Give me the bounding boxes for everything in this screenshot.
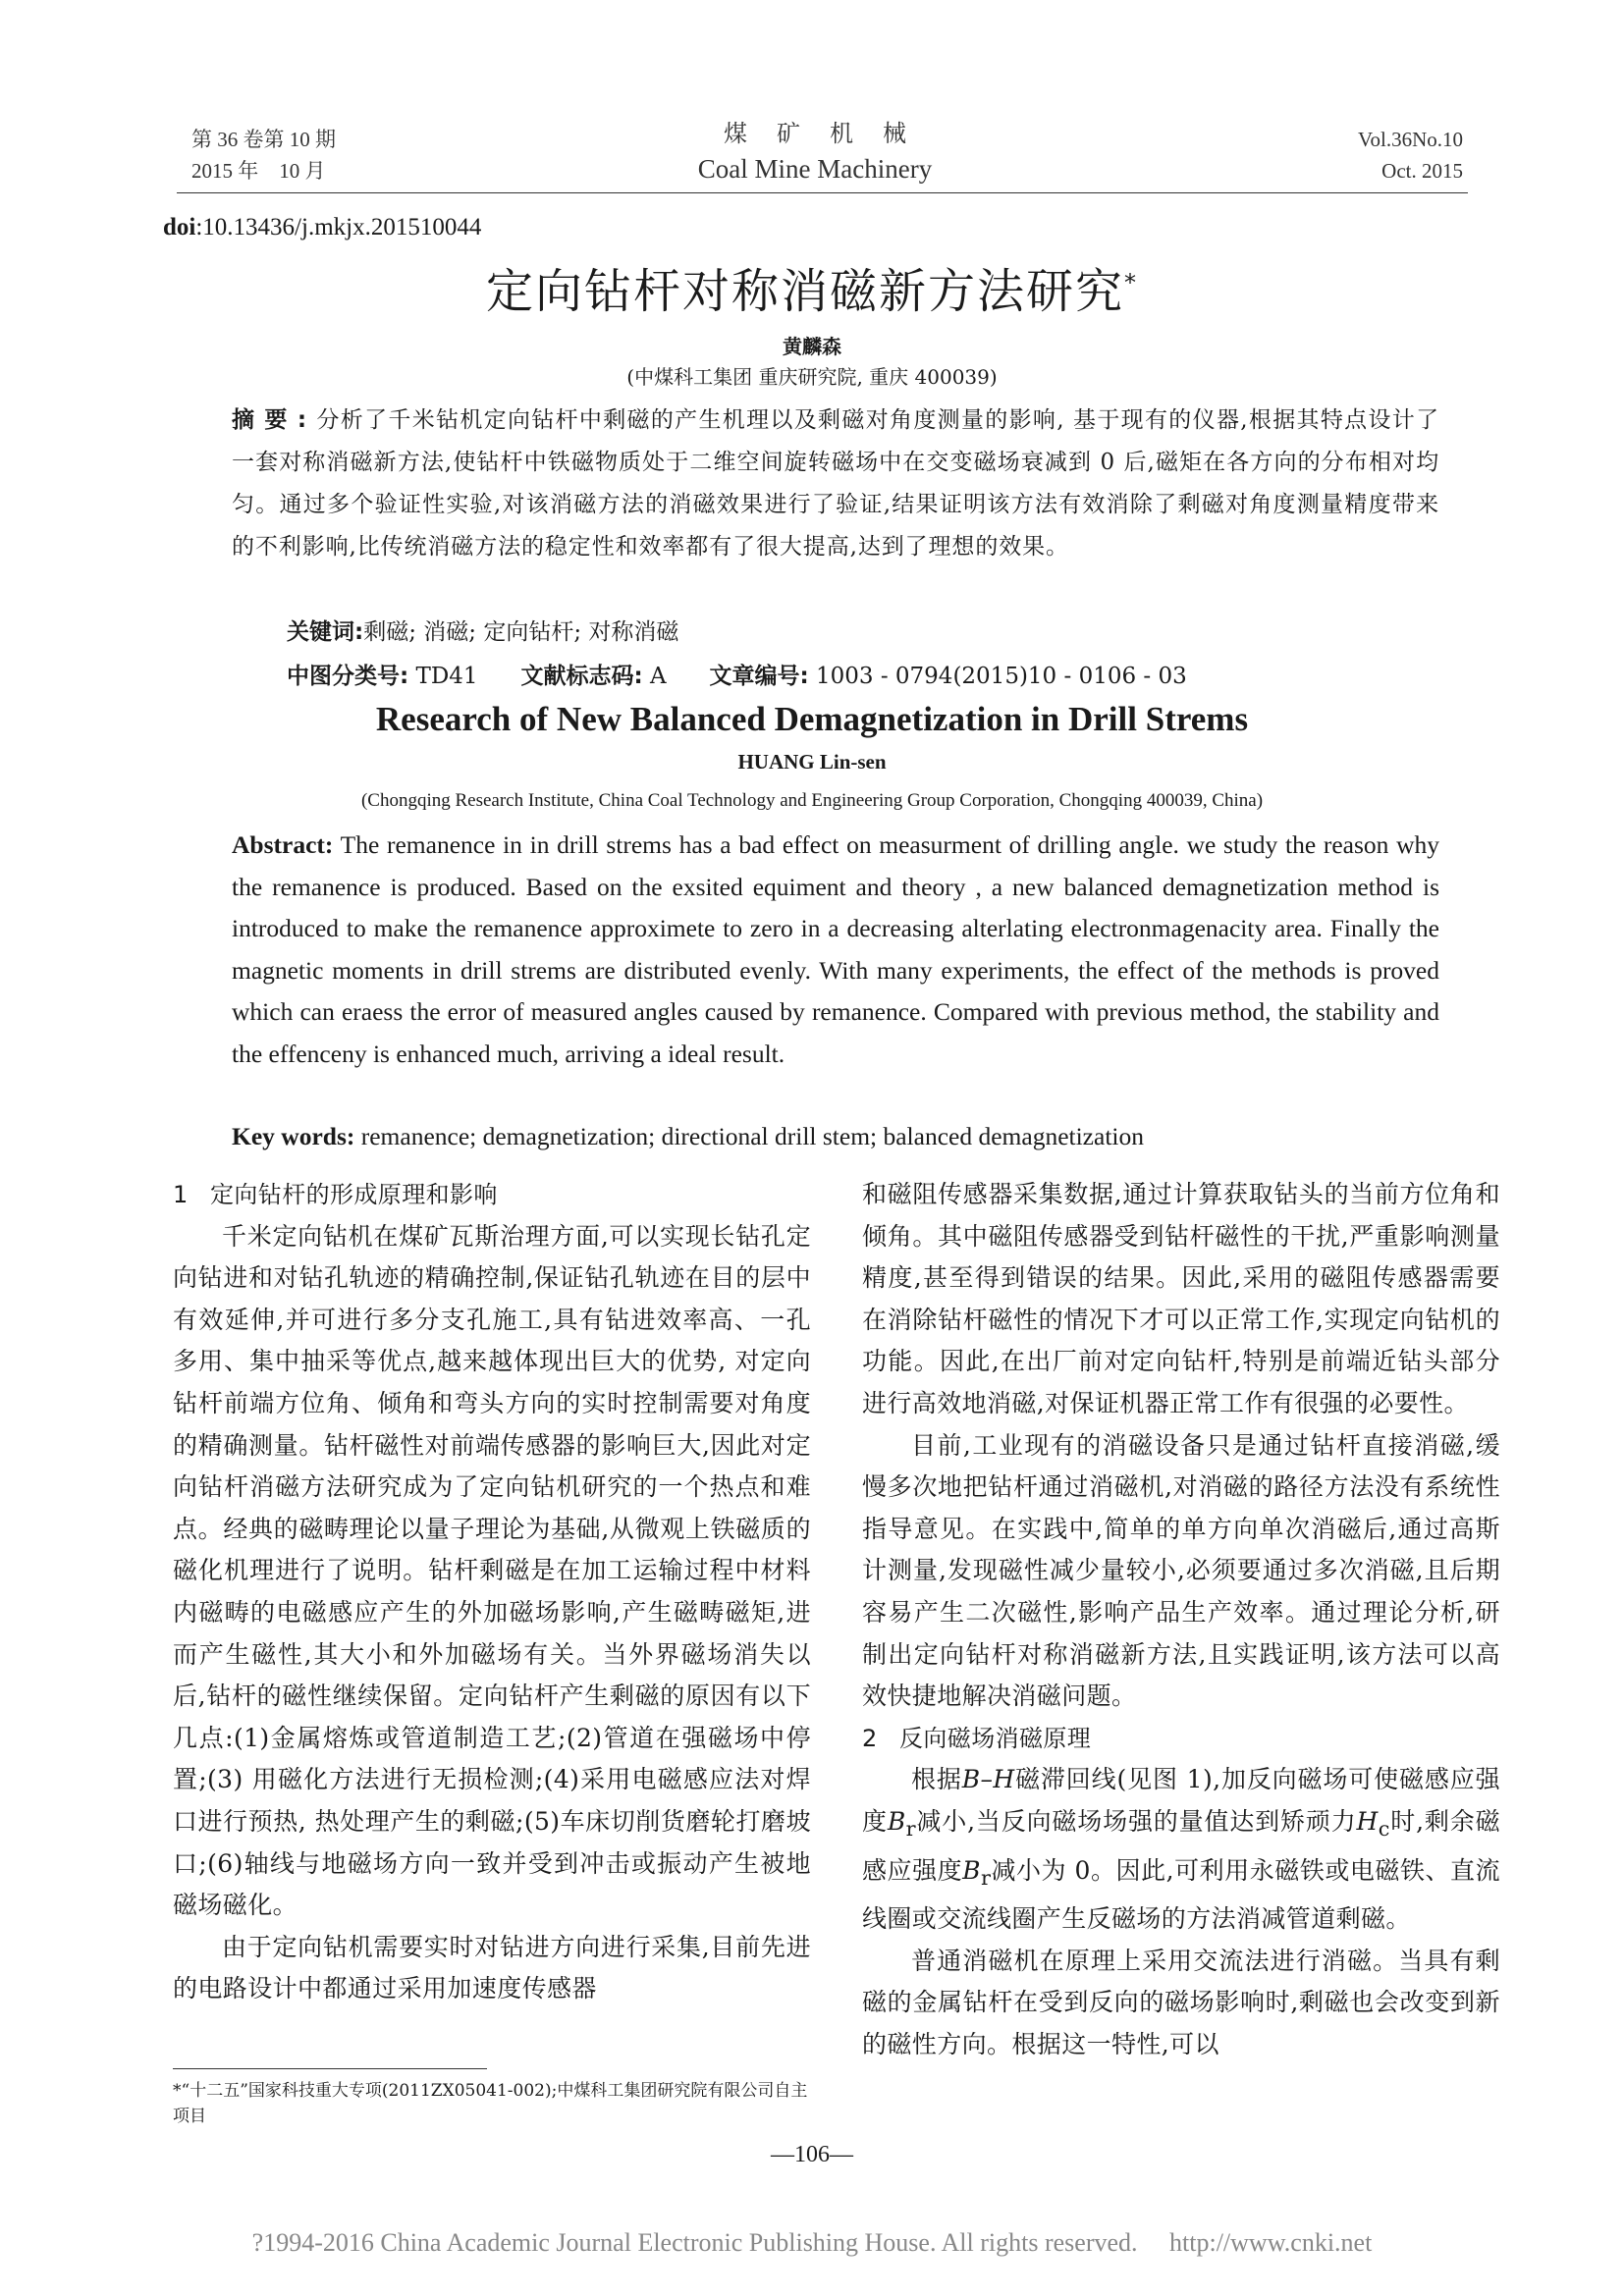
paper-title-cn <box>0 253 1624 321</box>
section-2-title: 反向磁场消磁原理 <box>899 1724 1092 1752</box>
header-rule <box>177 192 1468 193</box>
keywords-en <box>232 1122 1144 1151</box>
affiliation-cn: (中煤科工集团 重庆研究院, 重庆 400039) <box>626 365 998 389</box>
clc-value: TD41 <box>415 664 478 689</box>
text-run: 减小为 0。因此,可利用永磁铁或电磁铁、直流线圈或交流线圈产生反磁场的方法消减管道剩磁。 <box>862 1855 1500 1934</box>
classification-cn <box>287 658 1187 690</box>
article-number-label: 文章编号: <box>709 664 809 689</box>
text-run: 减小,当反向磁场场强的量值达到矫顽力 <box>915 1806 1357 1836</box>
abstract-en <box>232 825 1439 1075</box>
keywords-cn <box>287 614 678 646</box>
br-symbol-2: B <box>962 1855 981 1885</box>
doi-value: :10.13436/j.mkjx.201510044 <box>195 214 482 240</box>
section-1-paragraph-1: 千米定向钻机在煤矿瓦斯治理方面,可以实现长钻孔定向钻进和对钻孔轨迹的精确控制,保证钻孔轨迹在目的层中有效延伸,并可进行多分支孔施工,具有钻进效率高、一孔多用、集中抽采等优点,越来越体现出巨大的优势, 对定向钻杆前端方位角、倾角和弯头方向的实时控制需要对角度的精确测量。钻杆磁性对前端传感器的影响巨大,因此对定向钻杆消磁方法研究成为了定向钻机研究的一个热点和难点。经典的磁畴理论以量子理论为基础,从微观上铁磁质的磁化机理进行了说明。钻杆剩磁是在加工运输过程中材料内磁畴的电磁感应产生的外加磁场影响,产生磁畴磁矩,进而产生磁性,其大小和外加磁场有关。当外界磁场消失以后,钻杆的磁性继续保留。定向钻杆产生剩磁的原因有以下几点:(1)金属熔炼或管道制造工艺;(2)管道在强磁场中停置;(3) 用磁化方法进行无损检测;(4)采用电磁感应法对焊口进行预热, 热处理产生的剩磁;(5)车床切削货磨轮打磨坡口;(6)轴线与地磁场方向一致并受到冲击或振动产生被地磁场磁化。 <box>173 1221 811 1920</box>
doc-code-label: 文献标志码: <box>520 664 643 689</box>
copyright-notice: ?1994-2016 China Academic Journal Electronic Publishing House. All rights reserved. http://www.cnki.net <box>251 2228 1373 2257</box>
article-number-value: 1003 - 0794(2015)10 - 0106 - 03 <box>815 664 1187 689</box>
section-2-number: 2 <box>862 1724 878 1752</box>
author-cn: 黄麟森 <box>783 335 841 358</box>
abstract-en-label: Abstract: <box>232 830 334 859</box>
title-cn-text: 定向钻杆对称消磁新方法研究 <box>485 264 1124 319</box>
journal-name-cn: 煤矿机械 <box>724 122 936 147</box>
br-subscript: r <box>905 1816 916 1841</box>
header-volume-en: Vol.36No.10 <box>1358 128 1463 151</box>
section-2-heading <box>862 1718 1500 1760</box>
abstract-cn-label: 摘要: <box>232 407 317 433</box>
footnote-rule <box>173 2068 487 2069</box>
abstract-en-text: The remanence in in drill strems has a bad effect on measurment of drilling angle. we study the reason why the remanence is produced. Based on the exsited equiment and theory , a new balanced demagnetization method is introduced to make the remanence approximete to zero in a decreasing alterlating electronmagenacity area. Finally the magnetic moments in drill strems are distributed evenly. With many experiments, the effect of the methods is proved which can eraess the error of measured angles caused by remanence. Compared with previous method, the stability and the effenceny is enhanced much, arriving a ideal result. <box>232 830 1439 1068</box>
doi-line <box>163 214 481 241</box>
hc-symbol: H <box>1356 1806 1379 1836</box>
page-number: —106— <box>771 2142 853 2167</box>
br-symbol: B <box>887 1806 906 1836</box>
doc-code-value: A <box>649 664 667 689</box>
keywords-en-text: remanence; demagnetization; directional drill stem; balanced demagnetization <box>360 1122 1144 1150</box>
section-1-number: 1 <box>173 1181 189 1208</box>
footnote: *“十二五”国家科技重大专项(2011ZX05041-002);中煤科工集团研究院有限公司自主项目 <box>173 2081 808 2126</box>
abstract-cn-text: 分析了千米钻机定向钻杆中剩磁的产生机理以及剩磁对角度测量的影响, 基于现有的仪器,根据其特点设计了一套对称消磁新方法,使钻杆中铁磁物质处于二维空间旋转磁场中在交变磁场衰减到 0 后,磁矩在各方向的分布相对均匀。通过多个验证性实验,对该消磁方法的消磁效果进行了验证,结果证明该方法有效消除了剩磁对角度测量精度带来的不利影响,比传统消磁方法的稳定性和效率都有了很大提高,达到了理想的效果。 <box>232 407 1439 560</box>
paper-title-en: Research of New Balanced Demagnetization in Drill Strems <box>375 700 1249 738</box>
doi-label: doi <box>163 214 196 240</box>
text-run: 时,剩余磁感应强度 <box>862 1806 1500 1885</box>
br-subscript-2: r <box>980 1865 992 1890</box>
bh-symbol: B–H <box>961 1765 1015 1794</box>
body-column-right <box>862 1174 1500 2065</box>
hc-subscript: c <box>1378 1816 1390 1841</box>
section-1-paragraph-3: 目前,工业现有的消磁设备只是通过钻杆直接消磁,缓慢多次地把钻杆通过消磁机,对消磁的路径方法没有系统性指导意见。在实践中,简单的单方向单次消磁后,通过高斯计测量,发现磁性减少量较小,必须要通过多次消磁,且后期容易产生二次磁性,影响产品生产效率。通过理论分析,研制出定向钻杆对称消磁新方法,且实践证明,该方法可以高效快捷地解决消磁问题。 <box>862 1430 1500 1711</box>
body-column-left <box>173 1174 811 2010</box>
section-1-heading <box>173 1174 811 1216</box>
section-1-paragraph-2-continued: 和磁阻传感器采集数据,通过计算获取钻头的当前方位角和倾角。其中磁阻传感器受到钻杆磁性的干扰,严重影响测量精度,甚至得到错误的结果。因此,采用的磁阻传感器需要在消除钻杆磁性的情况下才可以正常工作,实现定向钻机的功能。因此,在出厂前对定向钻杆,特别是前端近钻头部分进行高效地消磁,对保证机器正常工作有很强的必要性。 <box>862 1180 1500 1417</box>
header-volume-issue: 第 36 卷第 10 期 <box>191 128 336 151</box>
clc-label: 中图分类号: <box>287 664 409 689</box>
header-journal <box>609 118 1021 187</box>
affiliation-en: (Chongqing Research Institute, China Coal Technology and Engineering Group Corporation, Chongqing 400039, China) <box>360 790 1264 811</box>
header-date-en: Oct. 2015 <box>1381 159 1463 183</box>
journal-name-en: Coal Mine Machinery <box>697 154 933 184</box>
keywords-en-label: Key words: <box>232 1122 355 1150</box>
title-footnote-mark: * <box>1124 269 1138 296</box>
author-en: HUANG Lin-sen <box>737 750 887 774</box>
section-2-paragraph-1 <box>862 1759 1500 1940</box>
text-run: 根据 <box>911 1765 962 1794</box>
keywords-cn-text: 剩磁; 消磁; 定向钻杆; 对称消磁 <box>363 619 679 645</box>
abstract-cn <box>232 400 1439 568</box>
header-issue-info-en <box>1276 124 1463 187</box>
header-date: 2015 年 10 月 <box>191 159 326 183</box>
section-1-title: 定向钻杆的形成原理和影响 <box>210 1181 498 1208</box>
header-issue-info <box>191 124 336 187</box>
section-2-paragraph-2: 普通消磁机在原理上采用交流法进行消磁。当具有剩磁的金属钻杆在受到反向的磁场影响时,剩磁也会改变到新的磁性方向。根据这一特性,可以 <box>862 1946 1500 2058</box>
text-run: 磁滞回线(见图 1),加反向磁场可使磁感应强度 <box>862 1765 1500 1836</box>
section-1-paragraph-2: 由于定向钻机需要实时对钻进方向进行采集,目前先进的电路设计中都通过采用加速度传感器 <box>173 1932 811 2003</box>
keywords-cn-label: 关键词: <box>287 619 364 645</box>
